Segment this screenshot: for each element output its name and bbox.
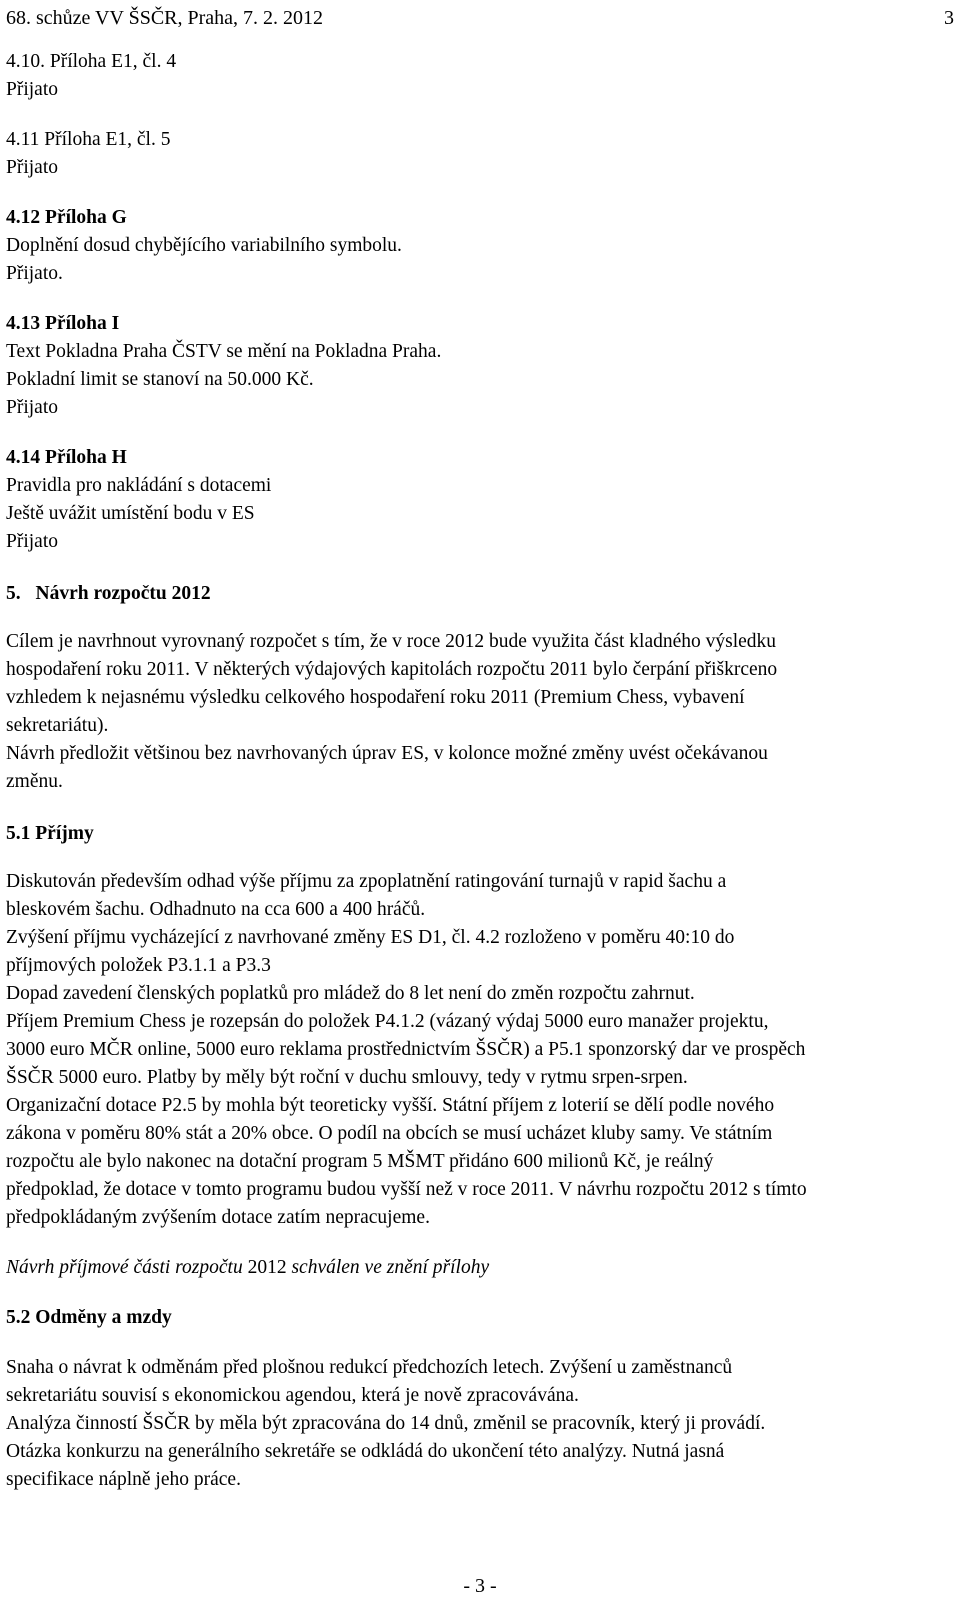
item-heading: 4.13 Příloha I <box>6 313 120 334</box>
document-page <box>6 4 954 1494</box>
paragraph-line: Cílem je navrhnout vyrovnaný rozpočet s tím, že v roce 2012 bude využita část kladného výsledku <box>6 631 777 652</box>
paragraph-line: Diskutován především odhad výše příjmu za zpoplatnění ratingování turnajů v rapid šachu a <box>6 871 727 892</box>
paragraph-line: příjmových položek P3.1.1 a P3.3 <box>6 955 271 976</box>
item-4-13 <box>6 310 954 422</box>
item-heading: 4.12 Příloha G <box>6 207 127 228</box>
item-result: Přijato <box>6 531 58 552</box>
page-footer: - 3 - <box>463 1575 497 1597</box>
resolution-text: Návrh příjmové části rozpočtu <box>6 1257 243 1278</box>
section-5-1-heading: 5.1 Příjmy <box>6 823 94 844</box>
paragraph-line: zákona v poměru 80% stát a 20% obce. O podíl na obcích se musí ucházet kluby samy. Ve státním <box>6 1123 773 1144</box>
paragraph-line: sekretariátu souvisí s ekonomickou agendou, která je nově zpracovávána. <box>6 1385 579 1406</box>
paragraph-line: specifikace náplně jeho práce. <box>6 1469 241 1490</box>
section-5-heading <box>6 580 954 608</box>
section-title: Návrh rozpočtu 2012 <box>35 583 211 604</box>
paragraph-line: Snaha o návrat k odměnám před plošnou redukcí předchozích letech. Zvýšení u zaměstnanců <box>6 1357 733 1378</box>
item-4-11 <box>6 126 954 182</box>
item-4-12 <box>6 204 954 288</box>
paragraph-line: ŠSČR 5000 euro. Platby by měly být roční v duchu smlouvy, tedy v rytmu srpen-srpen. <box>6 1067 688 1088</box>
header-title: 68. schůze VV ŠSČR, Praha, 7. 2. 2012 <box>6 7 324 29</box>
paragraph-line: bleskovém šachu. Odhadnuto na cca 600 a 400 hráčů. <box>6 899 426 920</box>
section-5-2-heading: 5.2 Odměny a mzdy <box>6 1307 172 1328</box>
resolution-year: 2012 <box>247 1257 287 1278</box>
item-result: Přijato. <box>6 263 63 284</box>
paragraph-line: Analýza činností ŠSČR by měla být zpracována do 14 dnů, změnil se pracovník, který ji provádí. <box>6 1413 766 1434</box>
item-heading: 4.14 Příloha H <box>6 447 127 468</box>
item-text: Text Pokladna Praha ČSTV se mění na Pokladna Praha. <box>6 341 442 362</box>
paragraph-line: předpokládaným zvýšením dotace zatím nepracujeme. <box>6 1207 430 1228</box>
item-heading: 4.10. Příloha E1, čl. 4 <box>6 51 177 72</box>
item-4-14 <box>6 444 954 556</box>
paragraph-line: vzhledem k nejasnému výsledku celkového hospodaření roku 2011 (Premium Chess, vybavení <box>6 687 745 708</box>
item-text: Doplnění dosud chybějícího variabilního symbolu. <box>6 235 402 256</box>
item-heading: 4.11 Příloha E1, čl. 5 <box>6 129 171 150</box>
page-header <box>6 4 954 40</box>
resolution-line <box>6 1254 954 1282</box>
item-text: Pravidla pro nakládání s dotacemi <box>6 475 272 496</box>
resolution-text: schválen ve znění přílohy <box>291 1257 490 1278</box>
section-number: 5. <box>6 583 21 604</box>
item-result: Přijato <box>6 397 58 418</box>
header-page-number: 3 <box>944 7 954 29</box>
paragraph-line: Zvýšení příjmu vycházející z navrhované změny ES D1, čl. 4.2 rozloženo v poměru 40:10 do <box>6 927 735 948</box>
paragraph-line: 3000 euro MČR online, 5000 euro reklama prostřednictvím ŠSČR) a P5.1 sponzorský dar ve prospěch <box>6 1039 806 1060</box>
paragraph-line: hospodaření roku 2011. V některých výdajových kapitolách rozpočtu 2011 bylo čerpání přiškrceno <box>6 659 778 680</box>
item-text: Ještě uvážit umístění bodu v ES <box>6 503 255 524</box>
section-5-body <box>6 628 954 796</box>
paragraph-line: Organizační dotace P2.5 by mohla být teoreticky vyšší. Státní příjem z loterií se dělí podle nového <box>6 1095 775 1116</box>
paragraph-line: Dopad zavedení členských poplatků pro mládež do 8 let není do změn rozpočtu zahrnut. <box>6 983 695 1004</box>
item-result: Přijato <box>6 157 58 178</box>
paragraph-line: Otázka konkurzu na generálního sekretáře se odkládá do ukončení této analýzy. Nutná jasná <box>6 1441 725 1462</box>
paragraph-line: sekretariátu). <box>6 715 109 736</box>
paragraph-line: Návrh předložit většinou bez navrhovaných úprav ES, v kolonce možné změny uvést očekávanou <box>6 743 768 764</box>
paragraph-line: Příjem Premium Chess je rozepsán do položek P4.1.2 (vázaný výdaj 5000 euro manažer projektu, <box>6 1011 769 1032</box>
section-5-1-body <box>6 868 954 1232</box>
section-5-2-body <box>6 1354 954 1494</box>
item-result: Přijato <box>6 79 58 100</box>
paragraph-line: rozpočtu ale bylo nakonec na dotační program 5 MŠMT přidáno 600 milionů Kč, je reálný <box>6 1151 714 1172</box>
paragraph-line: předpoklad, že dotace v tomto programu budou vyšší než v roce 2011. V návrhu rozpočtu 2012 s tímto <box>6 1179 807 1200</box>
item-text: Pokladní limit se stanoví na 50.000 Kč. <box>6 369 314 390</box>
paragraph-line: změnu. <box>6 771 63 792</box>
item-4-10 <box>6 48 954 104</box>
